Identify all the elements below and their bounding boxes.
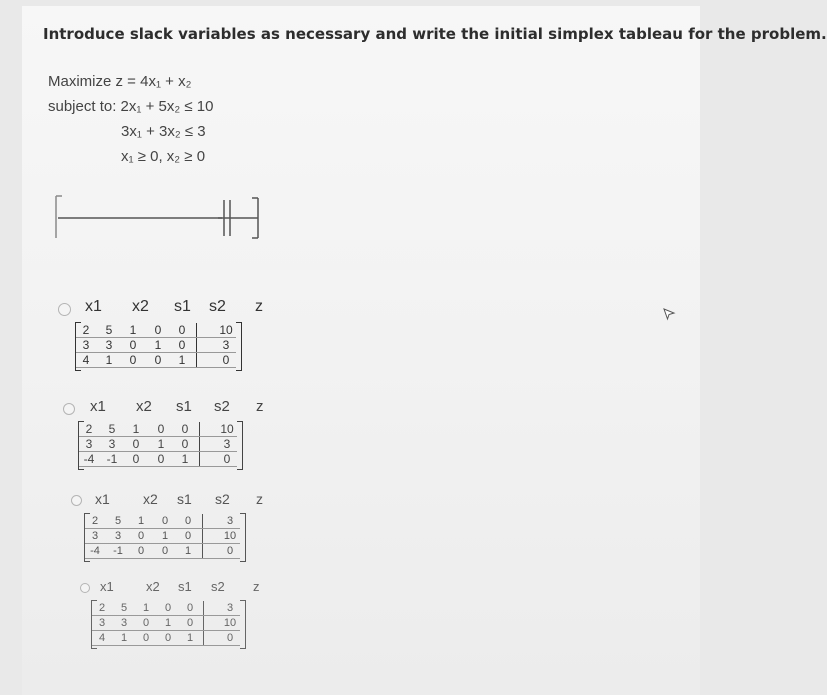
matrix-cell: 1 bbox=[164, 617, 172, 629]
column-header-x2: x2 bbox=[136, 398, 152, 415]
matrix-cell: 3 bbox=[226, 602, 234, 614]
matrix-cell: 2 bbox=[98, 602, 106, 614]
column-header-x2: x2 bbox=[146, 579, 160, 594]
matrix-cell: 0 bbox=[129, 353, 137, 367]
matrix-cell: 3 bbox=[226, 515, 234, 527]
matrix-cell: 3 bbox=[120, 617, 128, 629]
answer-option-2[interactable] bbox=[63, 398, 264, 470]
matrix-cell: 0 bbox=[226, 545, 234, 557]
matrix-cell: 1 bbox=[132, 422, 140, 436]
matrix-right-bracket bbox=[240, 513, 246, 562]
column-header-z: z bbox=[255, 298, 263, 315]
column-header-s1: s1 bbox=[178, 579, 192, 594]
radio-button[interactable] bbox=[80, 583, 90, 593]
matrix-cell: 1 bbox=[157, 437, 165, 451]
column-header-s2: s2 bbox=[209, 298, 226, 315]
matrix-cell: -4 bbox=[83, 452, 95, 466]
matrix-cell: 3 bbox=[108, 437, 116, 451]
matrix-cell: 10 bbox=[219, 323, 233, 337]
column-header-z: z bbox=[256, 398, 264, 415]
answer-option-4[interactable] bbox=[80, 579, 260, 649]
column-header-x1: x1 bbox=[95, 491, 110, 507]
problem-nonnegativity: x₁ ≥ 0, x₂ ≥ 0 bbox=[121, 148, 206, 165]
column-header-z: z bbox=[256, 491, 263, 507]
matrix-cell: 1 bbox=[105, 353, 113, 367]
augment-divider bbox=[203, 601, 204, 646]
radio-button[interactable] bbox=[71, 495, 82, 506]
matrix-cell: 2 bbox=[82, 323, 90, 337]
matrix-right-bracket bbox=[237, 421, 243, 470]
matrix-cell: 0 bbox=[178, 338, 186, 352]
column-header-x1: x1 bbox=[90, 398, 106, 415]
matrix-cell: 0 bbox=[137, 545, 145, 557]
matrix-cell: 3 bbox=[85, 437, 93, 451]
matrix-cell: 10 bbox=[220, 422, 234, 436]
matrix-cell: 0 bbox=[178, 323, 186, 337]
column-header-x1: x1 bbox=[100, 579, 114, 594]
matrix-cell: 0 bbox=[154, 353, 162, 367]
matrix-cell: 0 bbox=[186, 617, 194, 629]
column-header-s2: s2 bbox=[215, 491, 230, 507]
matrix-cell: 0 bbox=[164, 602, 172, 614]
matrix-cell: 10 bbox=[223, 617, 237, 629]
matrix-cell: 0 bbox=[132, 437, 140, 451]
matrix-cell: 3 bbox=[98, 617, 106, 629]
matrix-cell: 0 bbox=[142, 617, 150, 629]
matrix-cell: 0 bbox=[223, 452, 231, 466]
matrix-cell: 5 bbox=[120, 602, 128, 614]
column-header-s1: s1 bbox=[176, 398, 192, 415]
matrix-cell: -4 bbox=[90, 545, 100, 557]
column-header-s2: s2 bbox=[214, 398, 230, 415]
matrix-cell: 1 bbox=[181, 452, 189, 466]
matrix-cell: 3 bbox=[82, 338, 90, 352]
matrix-cell: 0 bbox=[164, 632, 172, 644]
matrix-cell: 0 bbox=[132, 452, 140, 466]
matrix-cell: 0 bbox=[222, 353, 230, 367]
bracket-scan-mark bbox=[52, 192, 264, 242]
problem-constraint-1: subject to: 2x₁ + 5x₂ ≤ 10 bbox=[48, 98, 214, 115]
matrix-cell: 2 bbox=[85, 422, 93, 436]
column-header-x2: x2 bbox=[132, 298, 149, 315]
matrix-cell: 0 bbox=[137, 530, 145, 542]
matrix-cell: 3 bbox=[105, 338, 113, 352]
matrix-cell: 10 bbox=[223, 530, 237, 542]
matrix-cell: 1 bbox=[184, 545, 192, 557]
augment-divider bbox=[202, 514, 203, 559]
matrix-cell: 0 bbox=[161, 515, 169, 527]
matrix-cell: 5 bbox=[108, 422, 116, 436]
matrix-cell: 0 bbox=[154, 323, 162, 337]
matrix-cell: 5 bbox=[105, 323, 113, 337]
matrix-cell: 1 bbox=[129, 323, 137, 337]
mouse-cursor-icon bbox=[662, 307, 676, 321]
question-text: Introduce slack variables as necessary and write the initial simplex tableau for the problem. bbox=[43, 25, 827, 43]
matrix-cell: 1 bbox=[161, 530, 169, 542]
matrix-cell: 1 bbox=[120, 632, 128, 644]
column-header-s2: s2 bbox=[211, 579, 225, 594]
augment-divider bbox=[196, 323, 197, 368]
column-header-x1: x1 bbox=[85, 298, 102, 315]
matrix-cell: 3 bbox=[223, 437, 231, 451]
matrix-cell: 4 bbox=[98, 632, 106, 644]
matrix-cell: 0 bbox=[129, 338, 137, 352]
matrix-cell: 5 bbox=[114, 515, 122, 527]
matrix-cell: 0 bbox=[186, 602, 194, 614]
problem-objective: Maximize z = 4x₁ + x₂ bbox=[48, 73, 192, 90]
matrix-cell: 1 bbox=[186, 632, 194, 644]
problem-constraint-2: 3x₁ + 3x₂ ≤ 3 bbox=[121, 123, 206, 140]
matrix-cell: 2 bbox=[91, 515, 99, 527]
augment-divider bbox=[199, 422, 200, 467]
column-header-s1: s1 bbox=[174, 298, 191, 315]
matrix-cell: 0 bbox=[184, 515, 192, 527]
matrix-right-bracket bbox=[236, 322, 242, 371]
matrix-cell: 3 bbox=[91, 530, 99, 542]
matrix-cell: 0 bbox=[157, 422, 165, 436]
matrix-cell: 1 bbox=[137, 515, 145, 527]
matrix-cell: 1 bbox=[142, 602, 150, 614]
radio-button[interactable] bbox=[63, 403, 75, 415]
radio-button[interactable] bbox=[58, 303, 71, 316]
matrix-cell: 3 bbox=[222, 338, 230, 352]
matrix-right-bracket bbox=[240, 600, 246, 649]
column-header-z: z bbox=[253, 579, 260, 594]
matrix-cell: 0 bbox=[181, 422, 189, 436]
matrix-cell: 1 bbox=[178, 353, 186, 367]
matrix-cell: 0 bbox=[226, 632, 234, 644]
matrix-cell: 4 bbox=[82, 353, 90, 367]
matrix-cell: 0 bbox=[161, 545, 169, 557]
matrix-cell: 0 bbox=[184, 530, 192, 542]
column-header-x2: x2 bbox=[143, 491, 158, 507]
matrix-cell: 0 bbox=[157, 452, 165, 466]
answer-option-3[interactable] bbox=[71, 491, 263, 562]
matrix-cell: 1 bbox=[154, 338, 162, 352]
matrix-cell: 3 bbox=[114, 530, 122, 542]
matrix-cell: 0 bbox=[181, 437, 189, 451]
matrix-cell: 0 bbox=[142, 632, 150, 644]
matrix-cell: -1 bbox=[106, 452, 118, 466]
matrix-cell: -1 bbox=[113, 545, 123, 557]
answer-option-1[interactable] bbox=[58, 298, 263, 371]
column-header-s1: s1 bbox=[177, 491, 192, 507]
